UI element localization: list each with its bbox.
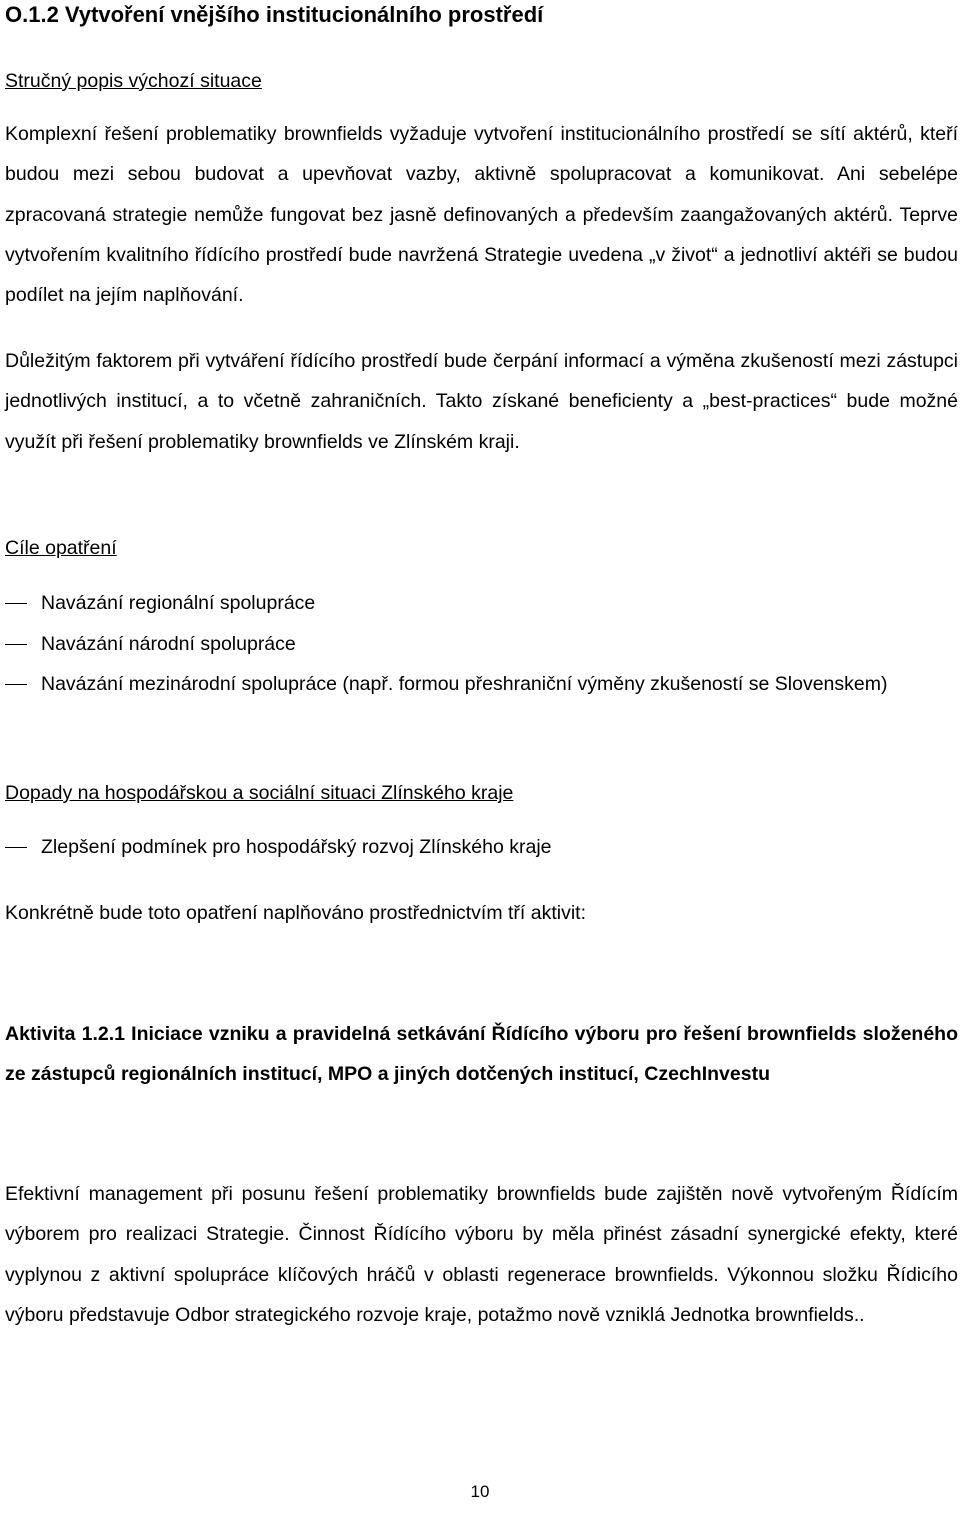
activity-title: Aktivita 1.2.1 Iniciace vzniku a pravidelná setkávání Řídícího výboru pro řešení brownfields složeného ze zástupců regionálních institucí, MPO a jiných dotčených institucí, CzechInvestu	[5, 1023, 958, 1085]
section-heading: O.1.2 Vytvoření vnějšího institucionálního prostředí	[5, 2, 544, 27]
list-item	[5, 624, 958, 665]
impacts-list	[5, 827, 958, 868]
list-item	[5, 827, 958, 868]
list-item	[5, 583, 958, 624]
list-item-text: Navázání regionální spolupráce	[41, 592, 316, 614]
dash-bullet-icon	[5, 603, 27, 604]
subheading-impacts: Dopady na hospodářskou a sociální situaci Zlínského kraje	[5, 782, 514, 804]
list-item-text: Zlepšení podmínek pro hospodářský rozvoj Zlínského kraje	[41, 836, 552, 858]
dash-bullet-icon	[5, 847, 27, 848]
dash-bullet-icon	[5, 644, 27, 645]
subheading-situation: Stručný popis výchozí situace	[5, 70, 262, 92]
paragraph-situation-2: Důležitým faktorem při vytváření řídícího prostředí bude čerpání informací a výměna zkušeností mezi zástupci jednotlivých institucí, a to včetně zahraničních. Takto získané beneficienty a „best-practices“ bude možné využít při řešení problematiky brownfields ve Zlínském kraji.	[5, 350, 958, 453]
list-item-text: Navázání mezinárodní spolupráce (např. formou přeshraniční výměny zkušeností se Slovenskem)	[41, 673, 888, 695]
paragraph-situation-1: Komplexní řešení problematiky brownfields vyžaduje vytvoření institucionálního prostředí se sítí aktérů, kteří budou mezi sebou budovat a upevňovat vazby, aktivně spolupracovat a komunikovat. Ani sebelépe zpracovaná strategie nemůže fungovat bez jasně definovaných a především zaangažovaných aktérů. Teprve vytvořením kvalitního řídícího prostředí bude navržená Strategie uvedena „v život“ a jednotliví aktéři se budou podílet na jejím naplňování.	[5, 123, 958, 307]
paragraph-activity: Efektivní management při posunu řešení problematiky brownfields bude zajištěn nově vytvořeným Řídícím výborem pro realizaci Strategie. Činnost Řídícího výboru by měla přinést zásadní synergické efekty, které vyplynou z aktivní spolupráce klíčových hráčů v oblasti regenerace brownfields. Výkonnou složku Řídicího výboru představuje Odbor strategického rozvoje kraje, potažmo nově vzniklá Jednotka brownfields..	[5, 1183, 958, 1326]
activities-intro: Konkrétně bude toto opatření naplňováno prostřednictvím tří aktivit:	[5, 902, 587, 924]
dash-bullet-icon	[5, 684, 27, 685]
list-item	[5, 664, 958, 705]
goals-list	[5, 583, 958, 705]
page-number: 10	[470, 1482, 490, 1501]
list-item-text: Navázání národní spolupráce	[41, 632, 296, 655]
subheading-goals: Cíle opatření	[5, 537, 117, 559]
